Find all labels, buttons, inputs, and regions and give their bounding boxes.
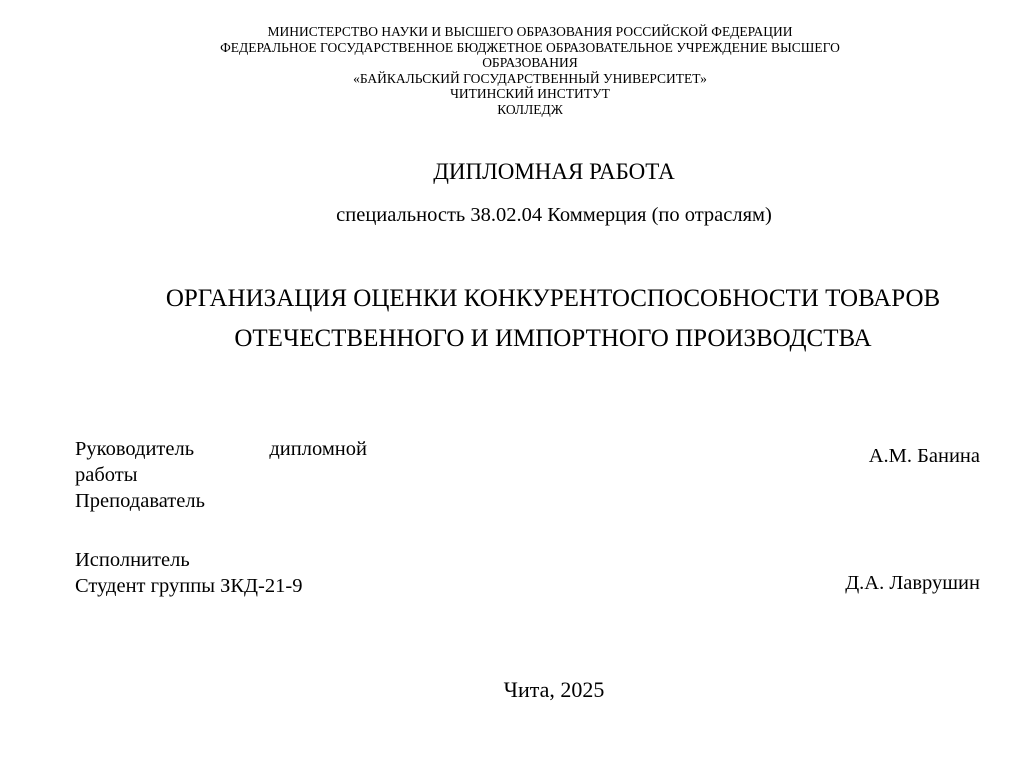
header-university-type-line: ФЕДЕРАЛЬНОЕ ГОСУДАРСТВЕННОЕ БЮДЖЕТНОЕ ОБРАЗОВАТЕЛЬНОЕ УЧРЕЖДЕНИЕ ВЫСШЕГО xyxy=(220,39,840,55)
thesis-topic-line-1: ОРГАНИЗАЦИЯ ОЦЕНКИ КОНКУРЕНТОСПОСОБНОСТИ ТОВАРОВ xyxy=(165,285,941,312)
header-university-type-line-cont: ОБРАЗОВАНИЯ xyxy=(482,55,578,70)
thesis-topic-line-2: ОТЕЧЕСТВЕННОГО И ИМПОРТНОГО ПРОИЗВОДСТВА xyxy=(234,325,872,352)
author-role: Исполнитель xyxy=(75,549,190,571)
supervisor-name: А.М. Банина xyxy=(868,445,980,467)
header-university-name: «БАЙКАЛЬСКИЙ ГОСУДАРСТВЕННЫЙ УНИВЕРСИТЕТ» xyxy=(353,70,707,86)
roles-spacer xyxy=(75,514,375,547)
author-group: Студент группы ЗКД-21-9 xyxy=(75,575,303,597)
institution-header xyxy=(130,24,930,117)
signatories-roles xyxy=(75,436,375,599)
specialty-line: специальность 38.02.04 Коммерция (по отраслям) xyxy=(336,204,772,226)
thesis-topic xyxy=(140,284,966,354)
header-institute-name: ЧИТИНСКИЙ ИНСТИТУТ xyxy=(450,86,610,101)
supervisor-role-line-1: Руководитель дипломной xyxy=(75,438,367,460)
supervisor-role-line-2: работы xyxy=(75,464,138,486)
city-year: Чита, 2025 xyxy=(503,677,605,702)
author-name: Д.А. Лаврушин xyxy=(845,572,980,594)
header-college-name: КОЛЛЕДЖ xyxy=(497,101,563,117)
header-ministry-line: МИНИСТЕРСТВО НАУКИ И ВЫСШЕГО ОБРАЗОВАНИЯ РОССИЙСКОЙ ФЕДЕРАЦИИ xyxy=(267,24,793,39)
document-type-title: ДИПЛОМНАЯ РАБОТА xyxy=(433,159,675,184)
supervisor-position: Преподаватель xyxy=(75,490,205,512)
